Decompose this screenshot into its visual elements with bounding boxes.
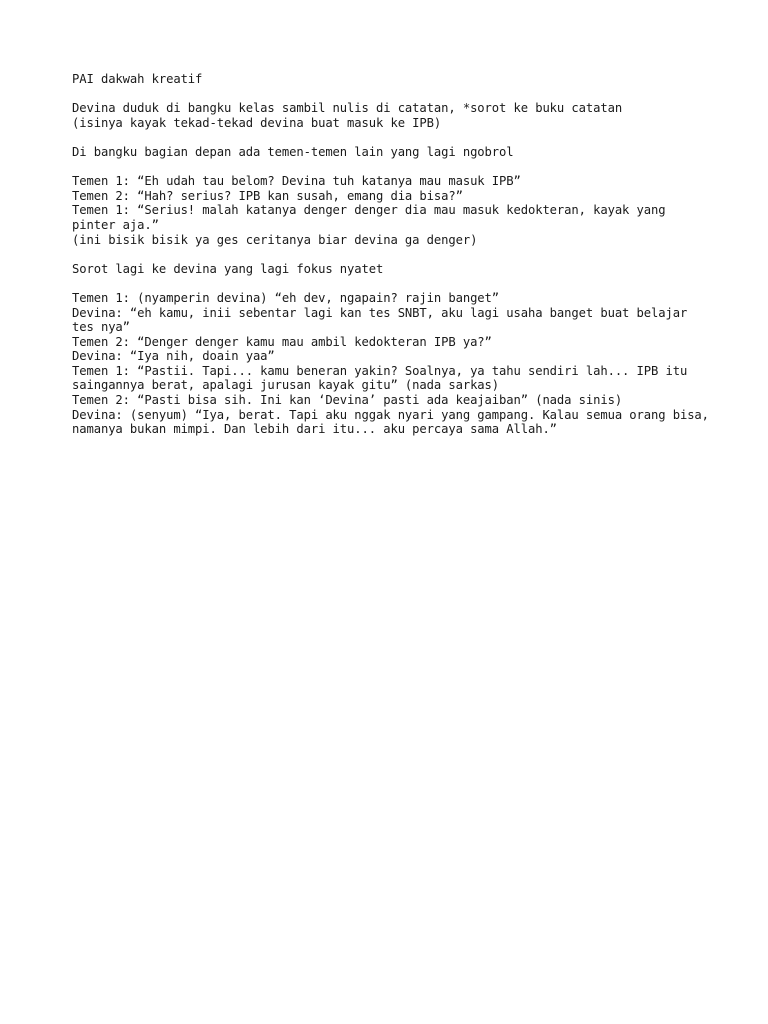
dialogue-line: Devina: (senyum) “Iya, berat. Tapi aku nggak nyari yang gampang. Kalau semua orang bisa, namanya bukan mimpi. Dan lebih dari itu... aku percaya sama Allah.” [72, 407, 717, 437]
dialogue-line: Temen 1: (nyamperin devina) “eh dev, ngapain? rajin banget” [72, 290, 500, 305]
document-body [72, 72, 717, 451]
text-line: Devina duduk di bangku kelas sambil nulis di catatan, *sorot ke buku catatan [72, 101, 623, 116]
title-line: PAI dakwah kreatif [72, 72, 203, 86]
dialogue-line: Temen 2: “Hah? serius? IPB kan susah, emang dia bisa?” [72, 188, 463, 203]
paragraph-dialogue-2 [72, 290, 717, 437]
dialogue-line: Devina: “eh kamu, inii sebentar lagi kan tes SNBT, aku lagi usaha banget buat belajar tes nya” [72, 305, 695, 335]
dialogue-line: Devina: “Iya nih, doain yaa” [72, 349, 275, 364]
text-line: Sorot lagi ke devina yang lagi fokus nyatet [72, 261, 384, 276]
dialogue-line: Temen 1: “Eh udah tau belom? Devina tuh katanya mau masuk IPB” [72, 174, 521, 189]
paragraph-scene [72, 145, 712, 160]
document-title [72, 72, 712, 87]
dialogue-line: Temen 2: “Pasti bisa sih. Ini kan ‘Devina’ pasti ada keajaiban” (nada sinis) [72, 393, 623, 408]
paragraph-intro [72, 101, 712, 130]
text-line: Di bangku bagian depan ada temen-temen lain yang lagi ngobrol [72, 144, 514, 159]
stage-note: (ini bisik bisik ya ges ceritanya biar devina ga denger) [72, 232, 478, 247]
dialogue-line: Temen 1: “Serius! malah katanya denger denger dia mau masuk kedokteran, kayak yang pinter aja.” [72, 203, 673, 232]
dialogue-line: Temen 1: “Pastii. Tapi... kamu beneran yakin? Soalnya, ya tahu sendiri lah... IPB itu saingannya berat, apalagi jurusan kayak gitu” (nada sarkas) [72, 363, 695, 393]
dialogue-line: Temen 2: “Denger denger kamu mau ambil kedokteran IPB ya?” [72, 334, 492, 349]
text-line: (isinya kayak tekad-tekad devina buat masuk ke IPB) [72, 115, 442, 130]
paragraph-dialogue-1 [72, 174, 712, 247]
paragraph-direction [72, 262, 712, 277]
